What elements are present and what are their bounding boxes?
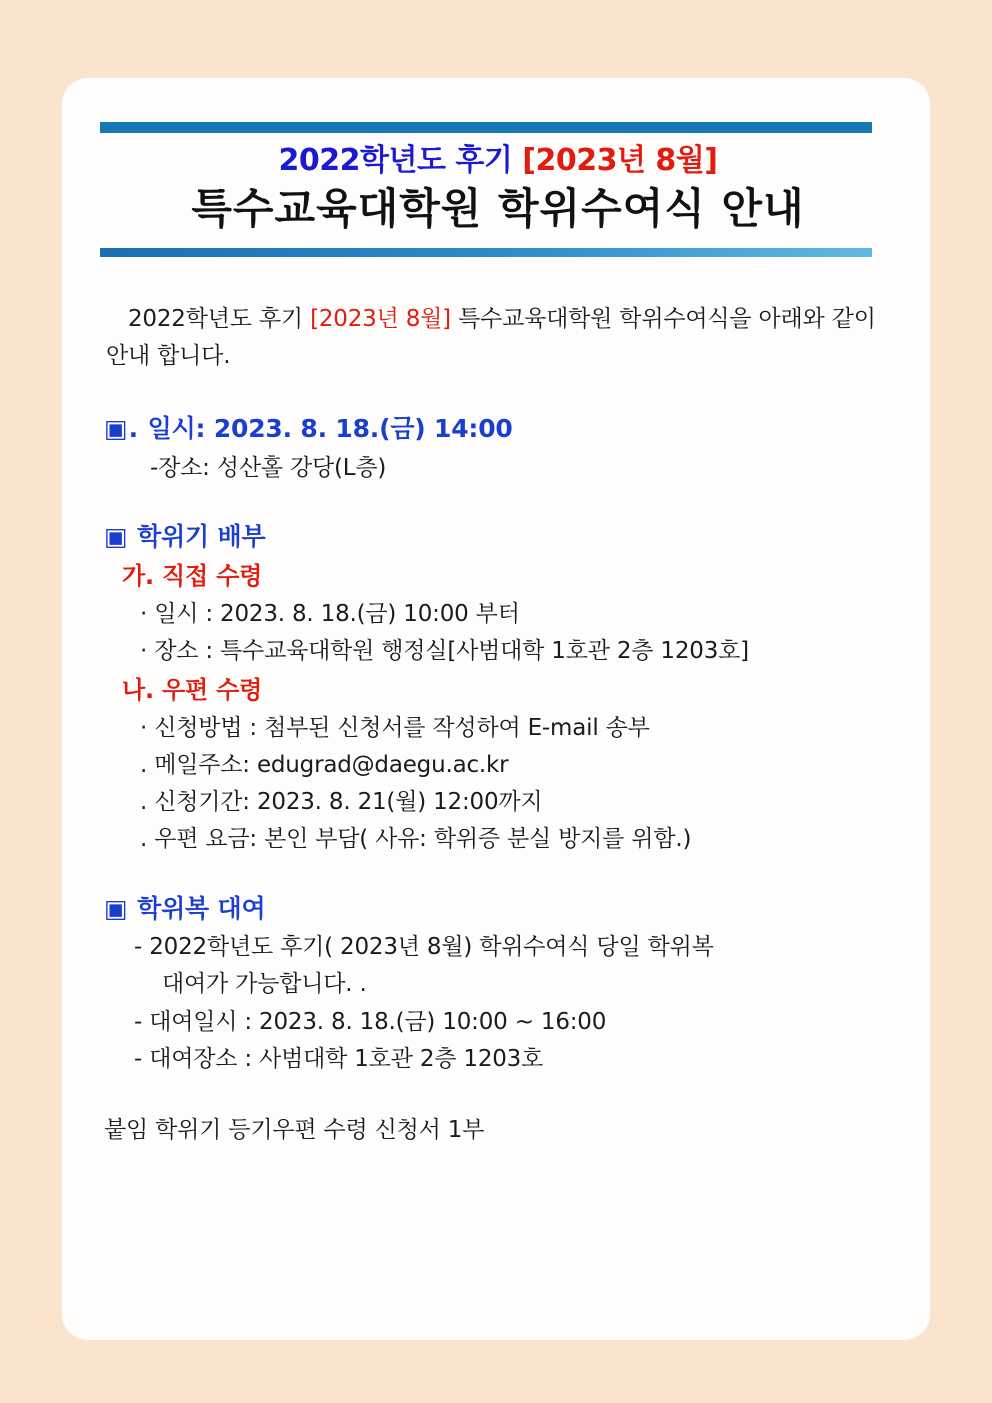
gown-line-1: - 2022학년도 후기( 2023년 8월) 학위수여식 당일 학위복 [134,934,714,960]
item-b-line-3: . 신청기간: 2023. 8. 21(월) 12:00까지 [140,789,543,815]
poster-content [100,122,896,1149]
gown-line-2: 대여가 가능합니다. . [162,971,367,998]
poster-body [100,301,896,1150]
title-line-2: 특수교육대학원 학위수여식 안내 [191,184,805,233]
item-a-label: 가. 직접 수령 [122,562,263,591]
section-datetime-heading [104,409,896,450]
bottom-divider-bar [100,248,872,257]
intro-highlight: [2023년 8월] [310,305,451,332]
intro-paragraph [106,301,896,376]
poster-card [62,78,930,1340]
square-marker-icon: ▣ [104,521,129,551]
title-month-bracket: [2023년 8월] [522,143,718,178]
intro-text-part1: 2022학년도 후기 [128,305,303,332]
title-line-1 [100,143,896,179]
spacer-2 [100,487,896,517]
item-a-line-1: · 일시 : 2023. 8. 18.(금) 10:00 부터 [140,601,520,628]
spacer-3 [100,859,896,889]
section-datetime-place: -장소: 성산홀 강당(L층) [150,454,387,481]
top-divider-bar [100,122,872,133]
section-diploma-text: 학위기 배부 [137,521,266,551]
item-a-line-2: · 장소 : 특수교육대학원 행정실[사범대학 1호관 2층 1203호] [140,638,749,665]
item-b-line-1: · 신청방법 : 첨부된 신청서를 작성하여 E-mail 송부 [140,714,650,741]
section-diploma-heading [104,517,896,558]
spacer-1 [100,375,896,409]
square-marker-icon: ▣ [104,893,129,923]
poster-title-block [100,133,896,242]
item-b-line-2: . 메일주소: edugrad@daegu.ac.kr [140,751,509,778]
intro-text-part2: 특수교육대학원 학위수여식을 아래와 같이 안내 합니다. [106,305,876,369]
gown-line-3: - 대여일시 : 2023. 8. 18.(금) 10:00 ~ 16:00 [134,1008,607,1035]
gown-line-4: - 대여장소 : 사범대학 1호관 2층 1203호 [134,1045,544,1072]
title-year-term: 2022학년도 후기 [278,143,513,178]
attachment-line: 붙임 학위기 등기우편 수령 신청서 1부 [104,1117,485,1143]
square-marker-icon: ▣. [104,414,140,443]
section-datetime-text: 일시: 2023. 8. 18.(금) 14:00 [147,414,513,443]
section-gown-text: 학위복 대여 [137,893,266,923]
item-b-line-4: . 우편 요금: 본인 부담( 사유: 학위증 분실 방지를 위함.) [140,826,692,853]
item-b-label: 나. 우편 수령 [122,675,263,704]
spacer-4 [100,1078,896,1112]
section-gown-heading [104,889,896,930]
